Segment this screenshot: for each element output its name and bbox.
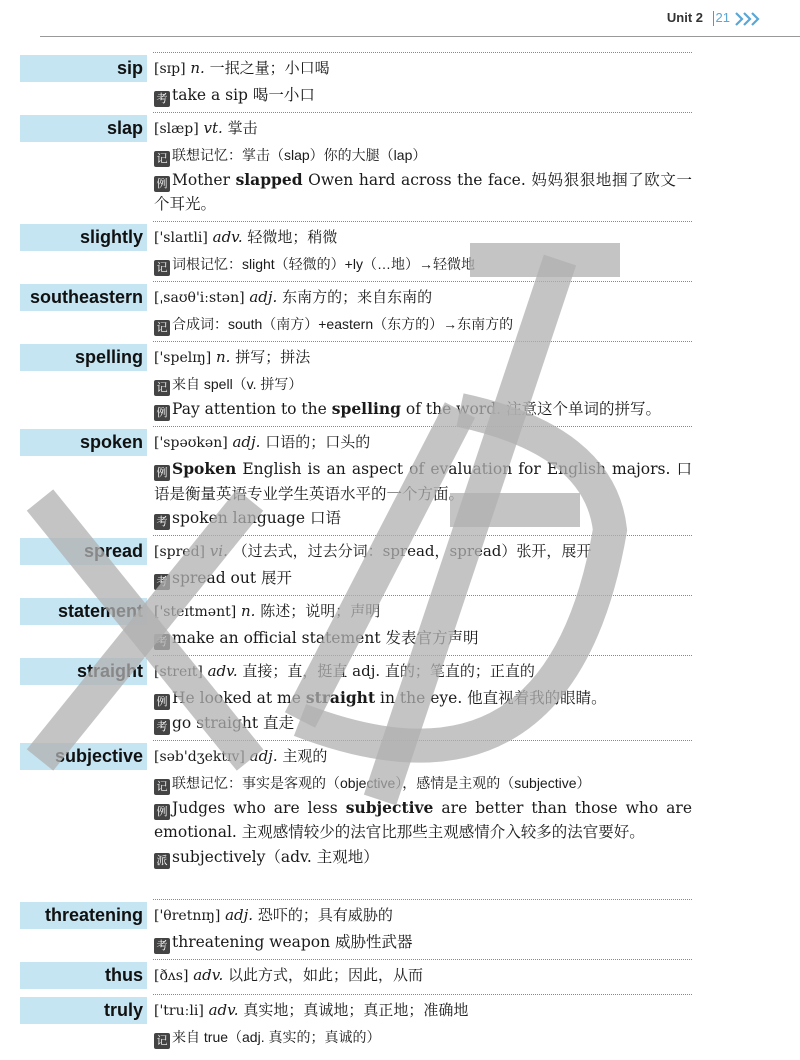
- note-tag-icon: 记: [154, 1033, 170, 1049]
- note-tag-icon: 例: [154, 694, 170, 710]
- entry-note: [154, 1025, 692, 1050]
- definition: 以此方式，如此；因此，从而: [228, 966, 424, 984]
- phonetic: ['spelɪŋ]: [154, 350, 212, 366]
- entry-body: [154, 55, 692, 108]
- part-of-speech: vi.: [209, 542, 228, 560]
- entry-note: [154, 626, 692, 651]
- part-of-speech: adv.: [212, 228, 243, 246]
- note-text: go straight 直走: [172, 713, 295, 732]
- phonetic: [slæp]: [154, 121, 199, 137]
- phonetic: [streɪt]: [154, 664, 203, 680]
- note-tag-icon: 例: [154, 465, 170, 481]
- entry-note: [154, 566, 692, 591]
- entry-body: [154, 743, 692, 869]
- highlighted-word: Spoken: [172, 459, 237, 478]
- note-text: make an official statement 发表官方声明: [172, 629, 479, 647]
- definition-line: [154, 55, 692, 83]
- entry-separator: [153, 52, 692, 53]
- entry-note: [154, 771, 692, 796]
- headword: slightly: [20, 224, 147, 251]
- highlighted-word: straight: [305, 688, 376, 707]
- entry-body: [154, 598, 692, 651]
- entry-note: [154, 686, 692, 711]
- definition-line: [154, 538, 692, 566]
- part-of-speech: vt.: [203, 119, 223, 137]
- entry-separator: [153, 655, 692, 656]
- note-tag-icon: 记: [154, 260, 170, 276]
- note-text: English is an aspect of evaluation for English majors. 口语是衡量英语专业学生英语水平的一个方面。: [154, 460, 692, 503]
- part-of-speech: adj.: [225, 906, 254, 924]
- definition: 掌击: [227, 119, 258, 137]
- note-tag-icon: 记: [154, 380, 170, 396]
- entry-separator: [153, 959, 692, 960]
- definition: 真实地；真诚地；真正地；准确地: [243, 1001, 469, 1019]
- entry-note: [154, 397, 692, 422]
- definition: 轻微地；稍微: [247, 228, 338, 246]
- page-header: [0, 10, 800, 30]
- note-text: take a sip 喝一小口: [172, 86, 315, 104]
- entry-note: [154, 252, 692, 277]
- definition: （过去式，过去分词：spread，spread）张开，展开: [232, 542, 592, 560]
- entry-note: [154, 312, 692, 337]
- definition-line: [154, 115, 692, 143]
- chevron-right-icon: [734, 12, 760, 26]
- part-of-speech: n.: [190, 59, 205, 77]
- part-of-speech: adj.: [249, 288, 278, 306]
- entry-body: [154, 658, 692, 735]
- phonetic: ['θretnɪŋ]: [154, 908, 221, 924]
- entry-body: [154, 284, 692, 337]
- note-tag-icon: 考: [154, 719, 170, 735]
- note-tag-icon: 记: [154, 320, 170, 336]
- note-text: 来自 spell（v. 拼写）: [172, 376, 303, 392]
- note-tag-icon: 考: [154, 938, 170, 954]
- note-text: threatening weapon 威胁性武器: [172, 933, 413, 951]
- note-text: 合成词：south（南方）+eastern（东方的）→东南方的: [172, 316, 514, 332]
- phonetic: [spred]: [154, 544, 206, 560]
- note-text: Judges who are less: [172, 798, 346, 817]
- entry-separator: [153, 899, 692, 900]
- note-tag-icon: 考: [154, 514, 170, 530]
- note-text: Mother: [172, 170, 236, 189]
- phonetic: ['slaɪtli]: [154, 230, 208, 246]
- entry-note: [154, 168, 692, 217]
- headword: threatening: [20, 902, 147, 929]
- highlighted-word: spelling: [331, 398, 401, 418]
- note-text: 来自 true（adj. 真实的；真诚的）: [172, 1029, 381, 1045]
- note-text: spoken language 口语: [172, 509, 342, 527]
- headword: slap: [20, 115, 147, 142]
- part-of-speech: n.: [215, 348, 231, 366]
- definition: 陈述；说明；声明: [260, 602, 381, 620]
- headword: spoken: [20, 429, 147, 456]
- note-text: of the word. 注意这个单词的拼写。: [400, 399, 661, 418]
- phonetic: [ðʌs]: [154, 968, 189, 984]
- entry-separator: [153, 112, 692, 113]
- note-tag-icon: 例: [154, 405, 170, 421]
- part-of-speech: adv.: [193, 966, 224, 984]
- headword: southeastern: [20, 284, 147, 311]
- phonetic: ['spəʊkən]: [154, 435, 228, 451]
- headword: straight: [20, 658, 147, 685]
- headword: spelling: [20, 344, 147, 371]
- entry-body: [154, 962, 692, 990]
- note-text: Owen hard across the face. 妈妈狠狠地掴了欧文一个耳光。: [154, 170, 692, 213]
- entry-body: [154, 902, 692, 955]
- note-tag-icon: 派: [154, 853, 170, 869]
- entry-body: [154, 344, 692, 421]
- entry-note: [154, 930, 692, 955]
- phonetic: ['steɪtmənt]: [154, 604, 237, 620]
- definition-line: [154, 902, 692, 930]
- entry-note: [154, 711, 692, 736]
- note-tag-icon: 考: [154, 634, 170, 650]
- headword: thus: [20, 962, 147, 989]
- entry-separator: [153, 740, 692, 741]
- definition-line: [154, 344, 692, 372]
- part-of-speech: n.: [240, 602, 256, 620]
- entry-separator: [153, 595, 692, 596]
- entry-body: [154, 429, 692, 531]
- headword: subjective: [20, 743, 147, 770]
- note-text: spread out 展开: [172, 569, 293, 587]
- entry-body: [154, 997, 692, 1050]
- note-tag-icon: 考: [154, 91, 170, 107]
- note-tag-icon: 记: [154, 779, 170, 795]
- definition: 东南方的；来自东南的: [282, 288, 433, 306]
- note-text: 词根记忆：slight（轻微的）+ly（…地）→轻微地: [172, 256, 475, 272]
- part-of-speech: adj.: [249, 747, 278, 765]
- entry-note: [154, 845, 692, 870]
- definition: 口语的；口头的: [265, 433, 371, 451]
- definition-line: [154, 658, 692, 686]
- entry-separator: [153, 221, 692, 222]
- definition: 一抿之量；小口喝: [209, 59, 330, 77]
- definition-line: [154, 962, 692, 990]
- headword: spread: [20, 538, 147, 565]
- entry-note: [154, 796, 692, 845]
- definition: 主观的: [282, 747, 328, 765]
- entry-separator: [153, 341, 692, 342]
- entry-body: [154, 224, 692, 277]
- phonetic: [səb'dʒektɪv]: [154, 749, 245, 765]
- entry-separator: [153, 426, 692, 427]
- definition-line: [154, 743, 692, 771]
- entry-note: [154, 143, 692, 168]
- entry-note: [154, 506, 692, 531]
- part-of-speech: adj.: [232, 433, 261, 451]
- entry-note: [154, 457, 692, 506]
- headword: sip: [20, 55, 147, 82]
- entry-body: [154, 115, 692, 217]
- entry-note: [154, 83, 692, 108]
- note-tag-icon: 考: [154, 574, 170, 590]
- note-text: 联想记忆：掌击（slap）你的大腿（lap）: [172, 147, 427, 163]
- note-tag-icon: 例: [154, 804, 170, 820]
- note-text: are better than those who are emotional. 主观感情较少的法官比那些主观感情介入较多的法官要好。: [154, 798, 693, 841]
- page-number: 21: [715, 10, 730, 25]
- definition-line: [154, 224, 692, 252]
- note-text: 联想记忆：事实是客观的（objective），感情是主观的（subjective）: [172, 775, 591, 791]
- note-text: Pay attention to the: [172, 399, 332, 418]
- part-of-speech: adv.: [207, 662, 238, 680]
- definition: 直接；直，挺直 adj. 直的；笔直的；正直的: [242, 662, 535, 680]
- note-tag-icon: 记: [154, 151, 170, 167]
- entry-separator: [153, 535, 692, 536]
- phonetic: [sɪp]: [154, 61, 186, 77]
- header-rule: [40, 36, 800, 37]
- definition-line: [154, 997, 692, 1025]
- entry-separator: [153, 994, 692, 995]
- part-of-speech: adv.: [208, 1001, 239, 1019]
- note-text: in the eye. 他直视着我的眼睛。: [375, 689, 607, 707]
- definition: 恐吓的；具有威胁的: [257, 906, 393, 924]
- note-text: subjectively（adv. 主观地）: [172, 847, 379, 866]
- highlighted-word: slapped: [235, 169, 303, 189]
- entry-note: [154, 372, 692, 397]
- phonetic: ['truːli]: [154, 1003, 204, 1019]
- note-text: He looked at me: [172, 689, 306, 707]
- entry-body: [154, 538, 692, 591]
- definition-line: [154, 429, 692, 457]
- highlighted-word: subjective: [345, 797, 434, 817]
- definition-line: [154, 598, 692, 626]
- header-divider: [713, 11, 714, 26]
- definition: 拼写；拼法: [235, 348, 311, 366]
- note-tag-icon: 例: [154, 176, 170, 192]
- definition-line: [154, 284, 692, 312]
- headword: truly: [20, 997, 147, 1024]
- unit-label: Unit 2: [666, 10, 703, 25]
- entry-separator: [153, 281, 692, 282]
- phonetic: [ˌsaʊθ'iːstən]: [154, 290, 245, 306]
- headword: statement: [20, 598, 147, 625]
